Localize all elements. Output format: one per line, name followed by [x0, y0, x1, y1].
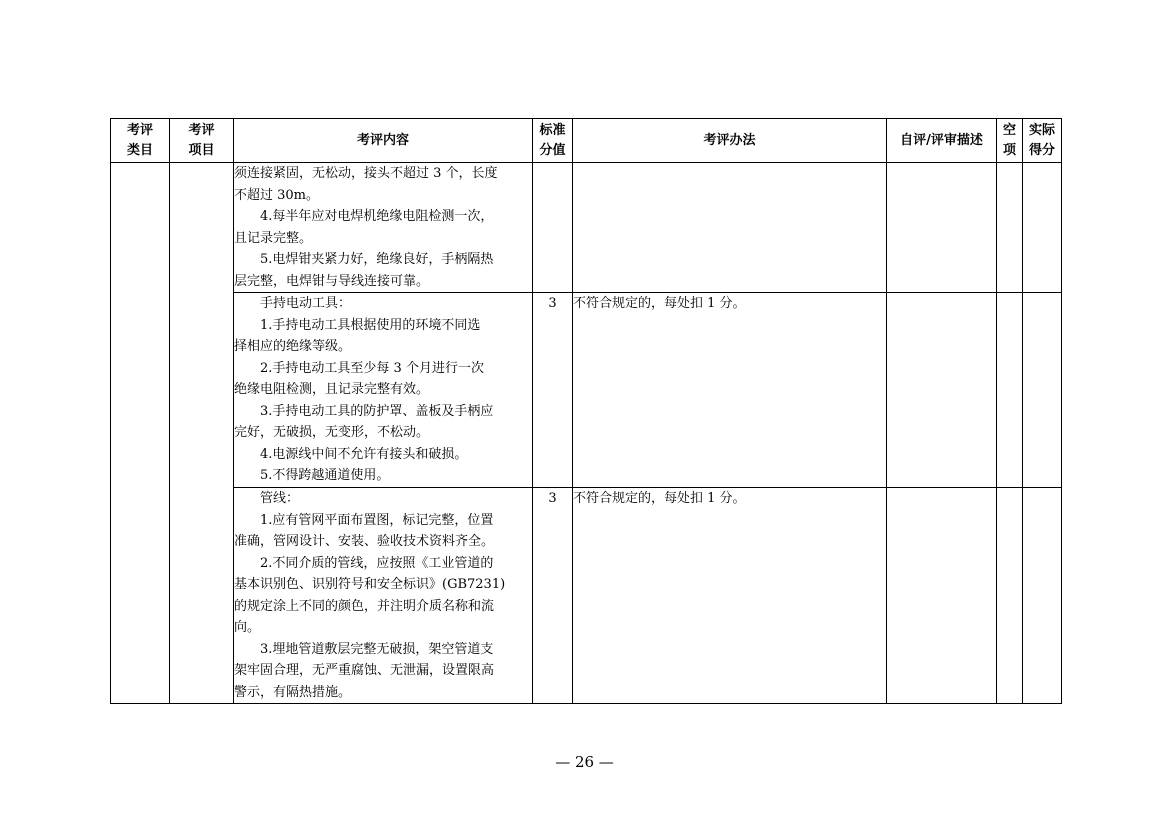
empty-item-cell [997, 293, 1023, 488]
header-content: 考评内容 [234, 119, 533, 163]
content-line: 3.埋地管道敷层完整无破损，架空管道支 [260, 641, 494, 657]
content-line: 管线： [260, 491, 300, 506]
content-line: 向。 [234, 620, 261, 635]
self-evaluation-cell [887, 293, 997, 488]
method-cell [573, 163, 887, 293]
header-empty-item: 空 项 [997, 119, 1023, 163]
category-cell [111, 163, 170, 704]
content-line: 1.应有管网平面布置图，标记完整，位置 [260, 512, 494, 528]
content-line: 5.电焊钳夹紧力好，绝缘良好，手柄隔热 [260, 252, 494, 267]
score-cell: 3 [533, 488, 573, 704]
actual-score-cell [1023, 163, 1062, 293]
content-line: 不超过 30m。 [234, 187, 320, 203]
content-line: 4.每半年应对电焊机绝缘电阻检测一次， [260, 209, 494, 224]
content-cell [234, 293, 533, 488]
content-line: 准确，管网设计、安装、验收技术资料齐全。 [234, 534, 495, 549]
content-cell [234, 163, 533, 293]
actual-score-cell [1023, 488, 1062, 704]
content-line: 3.手持电动工具的防护罩、盖板及手柄应 [260, 403, 494, 419]
content-line: 的规定涂上不同的颜色，并注明介质名称和流 [234, 598, 495, 614]
header-category: 考评 类目 [111, 119, 170, 163]
table-row [111, 293, 1062, 488]
content-line: 警示，有隔热措施。 [234, 684, 352, 700]
content-line: 手持电动工具： [260, 296, 352, 311]
header-self-evaluation: 自评/评审描述 [887, 119, 997, 163]
content-line: 绝缘电阻检测，且记录完整有效。 [234, 382, 430, 397]
empty-item-cell [997, 163, 1023, 293]
content-line: 完好，无破损，无变形，不松动。 [234, 425, 430, 440]
score-cell [533, 163, 573, 293]
header-item: 考评 项目 [170, 119, 234, 163]
table-header-row [111, 119, 1062, 163]
method-cell: 不符合规定的，每处扣 1 分。 [573, 293, 887, 488]
content-line: 择相应的绝缘等级。 [234, 339, 352, 354]
self-evaluation-cell [887, 163, 997, 293]
content-line: 须连接紧固，无松动，接头不超过 3 个，长度 [234, 166, 498, 181]
header-actual-score: 实际 得分 [1023, 119, 1062, 163]
self-evaluation-cell [887, 488, 997, 704]
content-line: 2.不同介质的管线，应按照《工业管道的 [260, 555, 494, 571]
page-number: — 26 — [555, 753, 614, 771]
method-cell: 不符合规定的，每处扣 1 分。 [573, 488, 887, 704]
header-method: 考评办法 [573, 119, 887, 163]
item-cell [170, 163, 234, 704]
content-line: 1.手持电动工具根据使用的环境不同选 [260, 317, 481, 333]
score-cell: 3 [533, 293, 573, 488]
evaluation-table [110, 118, 1062, 704]
content-line: 5.不得跨越通道使用。 [260, 468, 390, 483]
content-line: 架牢固合理，无严重腐蚀、无泄漏，设置限高 [234, 663, 495, 678]
content-line: 基本识别色、识别符号和安全标识》(GB7231) [234, 577, 506, 592]
table-row [111, 163, 1062, 293]
header-standard-score: 标准 分值 [533, 119, 573, 163]
content-line: 且记录完整。 [234, 230, 313, 246]
content-line: 层完整，电焊钳与导线连接可靠。 [234, 273, 430, 289]
content-cell [234, 488, 533, 704]
actual-score-cell [1023, 293, 1062, 488]
empty-item-cell [997, 488, 1023, 704]
content-line: 4.电源线中间不允许有接头和破损。 [260, 446, 468, 462]
table-row [111, 488, 1062, 704]
content-line: 2.手持电动工具至少每 3 个月进行一次 [260, 360, 484, 376]
